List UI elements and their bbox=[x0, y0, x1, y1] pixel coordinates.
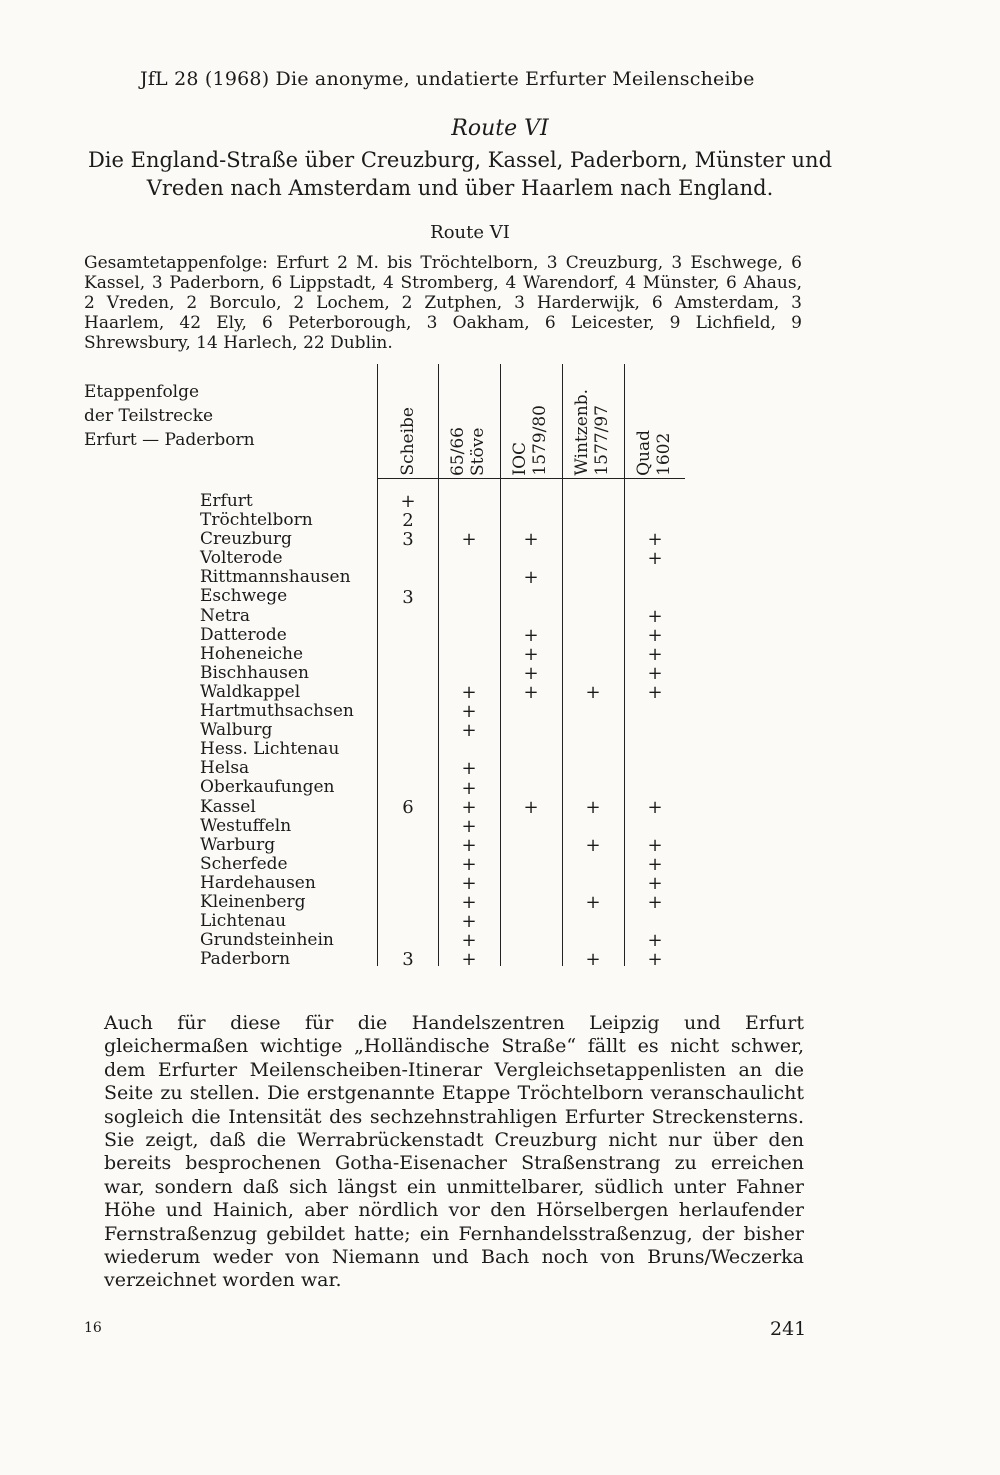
table-cell: + bbox=[461, 796, 477, 818]
table-cell: 2 bbox=[402, 510, 414, 532]
table-row-place: Waldkappel bbox=[200, 681, 301, 702]
table-cell: + bbox=[461, 701, 477, 723]
table-row-place: Bischhausen bbox=[200, 662, 309, 683]
column-header-stoeve bbox=[438, 378, 498, 476]
table-description-line: der Teilstrecke bbox=[84, 406, 214, 426]
table-row-place: Kassel bbox=[200, 796, 256, 817]
table-cell: + bbox=[585, 949, 601, 971]
table-cell: + bbox=[523, 529, 539, 551]
column-header-line: Quad bbox=[634, 430, 654, 476]
table-row-place: Eschwege bbox=[200, 586, 288, 607]
table-cell: + bbox=[647, 873, 663, 894]
table-cell: + bbox=[647, 834, 663, 856]
table-cell: + bbox=[461, 720, 477, 742]
place-list bbox=[200, 492, 354, 969]
column-header-line: IOC bbox=[510, 442, 530, 476]
table-cell: + bbox=[523, 567, 539, 589]
table-cell: + bbox=[461, 682, 477, 703]
table-row-place: Erfurt bbox=[200, 491, 253, 511]
table-cell: + bbox=[647, 949, 663, 971]
column-header-line: Scheibe bbox=[398, 407, 418, 476]
table-row-place: Tröchtelborn bbox=[200, 510, 313, 531]
table-header-rule bbox=[377, 478, 685, 479]
table-cell: 3 bbox=[402, 529, 414, 551]
table-cell: + bbox=[647, 930, 663, 952]
table-cell: + bbox=[400, 491, 416, 512]
page-number: 241 bbox=[770, 1318, 807, 1340]
column-header-line: 65/66 bbox=[448, 427, 468, 476]
column-header-line: Wintzenb. bbox=[572, 389, 592, 476]
table-row-place: Lichtenau bbox=[200, 911, 287, 932]
table-row-place: Hoheneiche bbox=[200, 643, 304, 664]
table-row-place: Grundsteinhein bbox=[200, 930, 334, 951]
column-header-quad bbox=[624, 378, 684, 476]
table-cell: + bbox=[461, 873, 477, 894]
table-cell: + bbox=[647, 892, 663, 914]
table-cell: + bbox=[647, 548, 663, 570]
route-label: Route VI bbox=[430, 222, 510, 243]
table-row-place: Rittmannshausen bbox=[200, 567, 351, 588]
table-row-place: Helsa bbox=[200, 758, 250, 779]
table-cell: + bbox=[523, 796, 539, 818]
column-header-wintzenb bbox=[562, 378, 622, 476]
table-cell: + bbox=[461, 815, 477, 837]
column-header-line: 1602 bbox=[654, 432, 674, 476]
table-description-line: Erfurt — Paderborn bbox=[84, 430, 255, 450]
table-cell: + bbox=[585, 796, 601, 818]
column-header-ioc bbox=[500, 378, 560, 476]
table-description-line: Etappenfolge bbox=[84, 382, 200, 402]
signature-mark: 16 bbox=[84, 1320, 102, 1336]
table-row-place: Hardehausen bbox=[200, 872, 316, 893]
table-cell: + bbox=[461, 949, 477, 971]
table-cell: + bbox=[647, 662, 663, 684]
table-cell: + bbox=[523, 643, 539, 665]
table-cell: + bbox=[647, 643, 663, 665]
table-description bbox=[84, 380, 255, 452]
table-row-place: Hartmuthsachsen bbox=[200, 701, 354, 722]
table-cell: + bbox=[523, 624, 539, 646]
table-cell: + bbox=[461, 834, 477, 856]
column-header-line: 1577/97 bbox=[592, 405, 612, 476]
table-column-rule bbox=[562, 364, 563, 966]
table-cell: 3 bbox=[402, 586, 414, 608]
table-row-place: Creuzburg bbox=[200, 529, 292, 550]
table-cell: 3 bbox=[402, 949, 414, 971]
table-cell: + bbox=[647, 682, 663, 703]
body-paragraph: Auch für diese für die Handelszentren Leipzig und Erfurt gleichermaßen wichtige „Holländische Straße“ fällt es nicht schwer, dem Erfurter Meilenscheiben-Itinerar Vergleichsetappenlisten an die Seite zu stellen. Die erstgenannte Etappe Tröchtelborn veranschaulicht sogleich die Intensität des sechzehnstrahligen Erfurter Streckensterns. Sie zeigt, daß die Werrabrückenstadt Creuzburg nicht nur über den bereits besprochenen Gotha-Eisenacher Straßenstrang zu erreichen war, sondern daß sich längst ein unmittelbarer, südlich unter Fahner Höhe und Hainich, aber nördlich vor den Hörselbergen herlaufender Fernstraßenzug gebildet hatte; ein Fernhandelsstraßenzug, der bisher wiederum weder von Niemann und Bach noch von Bruns/Weczerka verzeichnet worden war. bbox=[104, 1012, 804, 1292]
table-cell: + bbox=[585, 892, 601, 914]
table-cell: + bbox=[461, 892, 477, 914]
running-head: JfL 28 (1968) Die anonyme, undatierte Erfurter Meilenscheibe bbox=[140, 68, 755, 90]
table-cell: + bbox=[523, 682, 539, 703]
route-summary: Gesamtetappenfolge: Erfurt 2 M. bis Tröchtelborn, 3 Creuzburg, 3 Eschwege, 6 Kassel, 3 Paderborn, 6 Lippstadt, 4 Stromberg, 4 Warendorf, 4 Münster, 6 Ahaus, 2 Vreden, 2 Borculo, 2 Lochem, 2 Zutphen, 3 Harderwijk, 6 Amsterdam, 3 Haarlem, 42 Ely, 6 Peterborough, 3 Oakham, 6 Leicester, 9 Lichfield, 9 Shrewsbury, 14 Harlech, 22 Dublin. bbox=[84, 253, 802, 353]
table-row-place: Netra bbox=[200, 605, 251, 626]
column-header-line: 1579/80 bbox=[530, 405, 550, 476]
table-cell: 6 bbox=[402, 796, 414, 818]
table-cell: + bbox=[647, 624, 663, 646]
table-row-place: Datterode bbox=[200, 624, 287, 645]
column-header-scheibe bbox=[378, 378, 438, 476]
table-cell: + bbox=[461, 758, 477, 780]
table-row-place: Scherfede bbox=[200, 853, 288, 874]
table-column-rule bbox=[377, 364, 378, 966]
column-header-line: Stöve bbox=[468, 427, 488, 476]
table-row-place: Oberkaufungen bbox=[200, 777, 335, 798]
route-title: Route VI bbox=[451, 116, 549, 141]
table-row-place: Paderborn bbox=[200, 949, 291, 970]
table-row-place: Westuffeln bbox=[200, 815, 292, 836]
table-cell: + bbox=[647, 853, 663, 875]
route-subtitle: Die England-Straße über Creuzburg, Kassel, Paderborn, Münster und Vreden nach Amsterdam und über Haarlem nach England. bbox=[87, 148, 833, 200]
table-row-place: Kleinenberg bbox=[200, 891, 306, 912]
table-cell: + bbox=[523, 662, 539, 684]
table-row-place: Volterode bbox=[200, 548, 283, 569]
table-row-place: Walburg bbox=[200, 720, 273, 741]
table-cell: + bbox=[461, 853, 477, 875]
table-cell: + bbox=[461, 911, 477, 933]
table-cell: + bbox=[461, 777, 477, 799]
table-cell: + bbox=[647, 529, 663, 551]
table-row-place: Warburg bbox=[200, 834, 276, 855]
table-cell: + bbox=[647, 605, 663, 627]
table-cell: + bbox=[461, 930, 477, 952]
table-cell: + bbox=[585, 682, 601, 703]
table-cell: + bbox=[585, 834, 601, 856]
table-row-place: Hess. Lichtenau bbox=[200, 739, 340, 760]
table-cell: + bbox=[461, 529, 477, 551]
table-cell: + bbox=[647, 796, 663, 818]
